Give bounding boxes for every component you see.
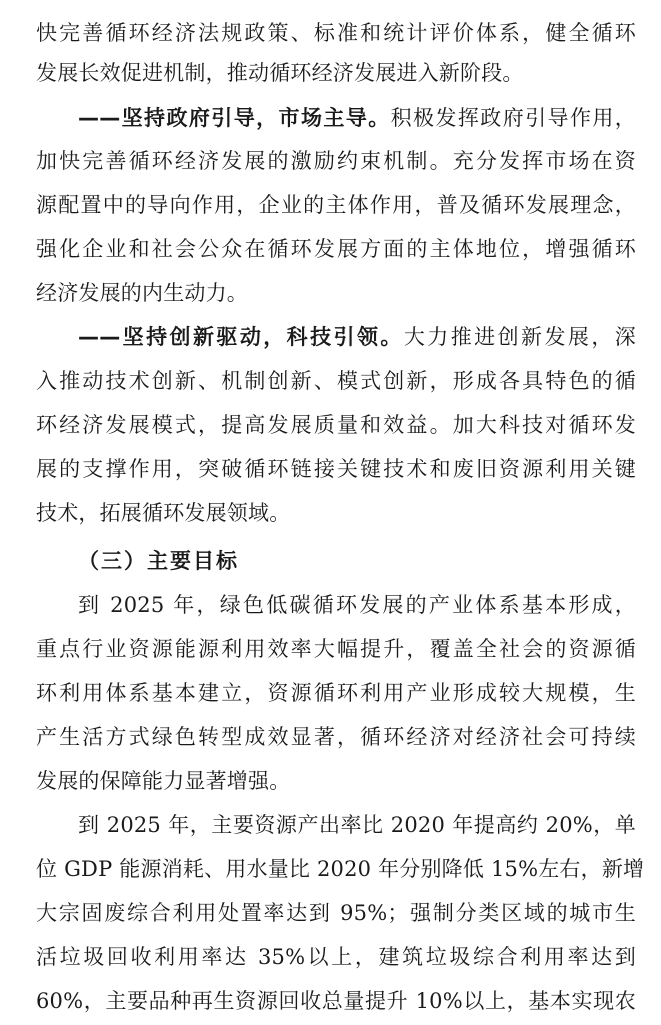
text-line: 到 2025 年，绿色低碳循环发展的产业体系基本形成， — [78, 593, 636, 617]
text-line: 经济发展的内生动力。 — [36, 281, 248, 305]
section-heading: （三）主要目标 — [78, 549, 239, 573]
text-line: 环经济发展模式，提高发展质量和效益。加大科技对循环发 — [36, 413, 636, 437]
bold-lead: ——坚持创新驱动，科技引领。 — [78, 325, 404, 349]
text-line: 环利用体系基本建立，资源循环利用产业形成较大规模，生 — [36, 681, 636, 705]
text-line: 产生活方式绿色转型成效显著，循环经济对经济社会可持续 — [36, 725, 636, 749]
text-line: 加快完善循环经济发展的激励约束机制。充分发挥市场在资 — [36, 149, 636, 173]
text-line: 发展长效促进机制，推动循环经济发展进入新阶段。 — [36, 61, 524, 85]
text-span: 大力推进创新发展，深 — [403, 325, 636, 349]
text-line: 强化企业和社会公众在循环发展方面的主体地位，增强循环 — [36, 237, 636, 261]
text-line: 重点行业资源能源利用效率大幅提升，覆盖全社会的资源循 — [36, 637, 636, 661]
text-line: 技术，拓展循环发展领域。 — [36, 501, 291, 525]
text-line: 活垃圾回收利用率达 35%以上，建筑垃圾综合利用率达到 — [36, 945, 636, 969]
text-line — [78, 322, 636, 352]
text-line: 发展的保障能力显著增强。 — [36, 769, 291, 793]
text-line: 60%，主要品种再生资源回收总量提升 10%以上，基本实现农 — [36, 989, 636, 1013]
text-line — [78, 103, 636, 133]
bold-lead: ——坚持政府引导，市场主导。 — [78, 106, 391, 130]
text-line: 入推动技术创新、机制创新、模式创新，形成各具特色的循 — [36, 369, 636, 393]
text-line: 源配置中的导向作用，企业的主体作用，普及循环发展理念， — [36, 193, 636, 217]
text-line: 快完善循环经济法规政策、标准和统计评价体系，健全循环 — [36, 21, 636, 45]
text-span: 积极发挥政府引导作用， — [390, 106, 636, 130]
text-line: 位 GDP 能源消耗、用水量比 2020 年分别降低 15%左右，新增 — [36, 857, 645, 881]
text-line: 到 2025 年，主要资源产出率比 2020 年提高约 20%，单 — [78, 813, 636, 837]
text-line: 大宗固废综合利用处置率达到 95%；强制分类区域的城市生 — [36, 901, 636, 925]
text-line: 展的支撑作用，突破循环链接关键技术和废旧资源利用关键 — [36, 457, 636, 481]
